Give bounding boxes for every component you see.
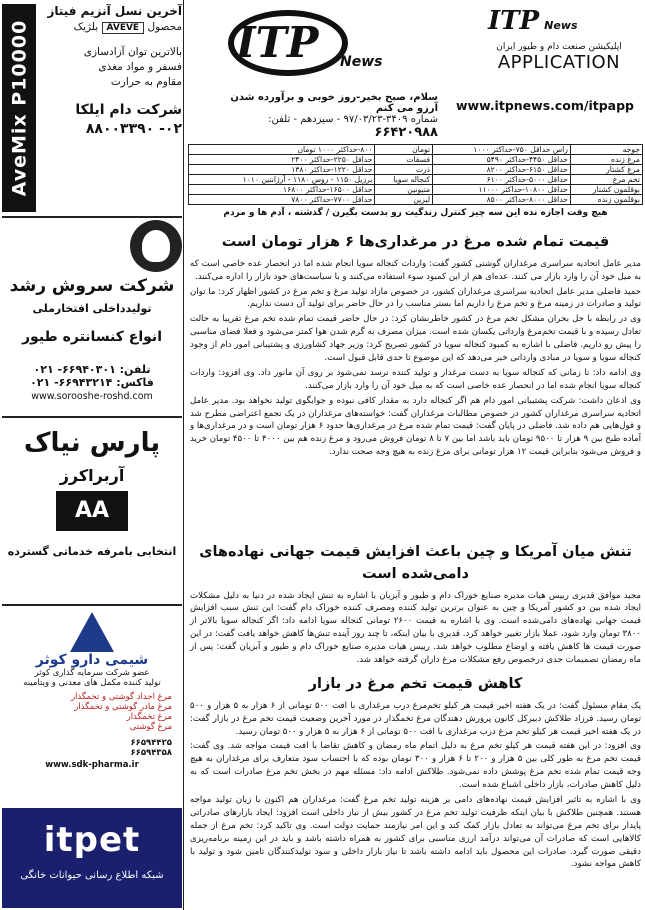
- price-cell: حداقل ۴۴۵۰-حداکثر ۵۴۹۰: [433, 155, 571, 165]
- sorush-products: انواع کنسانتره طیور: [22, 329, 162, 345]
- avemix-line-2: [40, 21, 182, 34]
- price-table: [188, 144, 643, 218]
- issue-phone: ۶۶۴۲۰۹۸۸: [374, 125, 438, 140]
- logo-itp-text: ITP: [236, 18, 319, 67]
- price-cell: حداقل ۱۶۵۰۰-حداکثر ۱۶۸۰۰: [189, 185, 375, 195]
- sdk-line-1: عضو شرکت سرمایه گذاری کوثر: [34, 668, 150, 678]
- sorush-tel: تلفن: ۶۶۹۴۰۳۰۱- ۰۲۱: [33, 363, 151, 376]
- sdk-title: شیمی دارو کوثر: [35, 652, 149, 668]
- sdk-ad[interactable]: [2, 604, 182, 804]
- masthead: [188, 0, 643, 144]
- avemix-vertical-banner: [2, 4, 36, 212]
- app-promo: [478, 42, 640, 73]
- price-row: [189, 165, 643, 175]
- sdk-line-5: مرغ تخمگذار: [126, 712, 172, 722]
- article-3-para: وی با اشاره به تاثیر افزایش قیمت نهاده‌های دامی بر هزینه تولید تخم مرغ گفت: مرغداران هم اکنون با زیان تولید مواجه هستند. همچنین طلاکش با بیان اینکه ظرفیت تولید تخم مرغ در کشور بیش از نیاز داخلی است افزود: ایجاد بازارهای صادراتی پایدار برای تخم مرغ می‌تواند به تعادل بازار کمک کند و این امر نیازمند حمایت دولت است. وی تاکید کرد: تخم مرغ از جمله کالاهایی است که صادرات آن می‌تواند درآمد ارزی مناسبی برای کشور به همراه داشته باشد و باید در این زمینه برنامه‌ریزی دقیقی صورت گیرد. صادرات این محصول باید ادامه داشته باشد تا نیاز بازار داخلی و سود تولیدکنندگان تامین شود و تولید با کاهش مواجه نشود.: [190, 794, 641, 870]
- article-3-para: یک مقام مسئول گفت: در یک هفته اخیر قیمت هر کیلو تخم‌مرغ درب مرغداری با افت ۵۰۰ تومانی از ۶ هزار به ۵ هزار و ۵۰۰ تومان رسید. فرزاد طلاکش دبیرکل کانون پرورش دهندگان مرغ تخمگذار در مورد آخرین وضعیت قیمت تخم مرغ در بازار گفت: در یک هفته اخیر قیمت هر کیلو تخم مرغ درب مرغداری با افت ۵۰۰ تومانی از ۶ هزار به ۵ هزار و ۵۰۰ تومان رسید.: [190, 700, 641, 737]
- greeting-text: سلام، صبح بخیر-روز خوبی و برآورده شدن آرزو می کنم: [230, 92, 438, 114]
- price-grid: [188, 144, 643, 205]
- price-row: [189, 185, 643, 195]
- sdk-line-4: مرغ مادر گوشتی و تخمگذار: [74, 702, 172, 712]
- app-tagline: اپلیکیشن صنعت دام و طیور ایران: [496, 42, 622, 52]
- avemix-line-5: فسفر و مواد مغذی: [98, 61, 182, 73]
- price-cell: حداقل ۶۱۵۰-حداکثر ۸۲۰۰: [433, 165, 571, 175]
- article-3-title: کاهش قیمت تخم مرغ در بازار: [308, 676, 523, 692]
- sorush-website-link[interactable]: www.sorooshe-roshd.com: [31, 391, 153, 402]
- avemix-line-1: آخرین نسل آنزیم فیتاز: [47, 4, 182, 18]
- price-row: [189, 145, 643, 155]
- price-cell: تومان: [375, 145, 433, 155]
- quote-line: هیچ وقت اجازه نده این سه چیز کنترل زندگیت رو بدست بگیرن / گذشته ، آدم ها و مردم: [223, 208, 608, 218]
- sdk-line-6: مرغ گوشتی: [129, 722, 172, 732]
- price-cell: بوقلمون کشتار: [570, 185, 642, 195]
- price-cell: حداقل ۷۷۰۰-حداکثر ۷۸۰۰: [189, 195, 375, 205]
- avemix-country: بلژیک: [73, 21, 99, 33]
- article-2: [190, 542, 641, 669]
- itp-small-logo: [488, 6, 638, 46]
- price-row: [189, 175, 643, 185]
- sorush-subtitle: تولیدداخلی افتخارملی: [32, 302, 152, 315]
- price-cell: متیونین: [375, 185, 433, 195]
- avemix-product-label: محصول: [147, 21, 182, 33]
- arbor-acres-logo: AA: [56, 491, 128, 531]
- itp-news-logo[interactable]: [228, 8, 388, 82]
- app-url-link[interactable]: www.itpnews.com/itpapp: [455, 98, 635, 113]
- article-1-para: حمید فاضلی مدیر عامل اتحادیه سراسری مرغداران کشور، در خصوص مازاد تولید مرغ و تخم مرغ در کشور اظهار کرد: ما توان تولید و صادرات در زمینه مرغ و تخم مرغ را داریم اما بستر مناسب را در حال حاضر برای تولید آن دست نداریم.: [190, 286, 641, 310]
- pars-niak-ad[interactable]: [2, 416, 182, 601]
- pars-niak-logo: پارس نیاک: [23, 428, 161, 458]
- sdk-line-3: مرغ اجداد گوشتی و تخمگذار: [70, 692, 172, 702]
- app-title: APPLICATION: [497, 52, 621, 73]
- price-cell: تخم مرغ: [570, 175, 642, 185]
- avemix-phone: ۰۲- ۸۸۰۰۳۳۹۰: [85, 121, 182, 137]
- price-cell: بوقلمون زنده: [570, 195, 642, 205]
- itpet-ad[interactable]: [2, 808, 182, 908]
- ads-column: [0, 0, 184, 910]
- article-2-para: مجید موافق قدیری رییس هیات مدیره صنایع خوراک دام و طیور و آبزیان با اشاره به تنش ایجاد شده در دنیا به دلیل مشکلات ایجاد شده بین دو کشور آمریکا و چین به عنوان برترین تولید کننده ومصرف کننده خوراک دام گفت: این تنش سبب افزایش قیمت جهانی نهاده‌های دامی‌شده است. وی با اشاره به قیمت ۲۶۰۰ تومانی کنجاله سویا ادامه داد: اگر کنجاله سویا بالاتر از ۳۸۰۰ تومان وارد شود، عملا بازار تغییر خواهد کرد. قدیری با بیان اینکه، تا چند روز آینده تنش‌ها کاهش خواهد یافت گفت: در این صورت قیمت ها کاهش یافته و اوضاع مطلوب خواهد شد. رییس هیات مدیره صنایع خوراک دام و طیور و آبزیان گفت: پس از ماه رمضان تصمیمات جدی درخصوص رفع مشکلات مرغ داران گرفته خواهد شد.: [190, 590, 642, 665]
- sorush-ad[interactable]: [2, 216, 182, 412]
- article-1: [190, 232, 641, 461]
- avemix-company: شرکت دام ایلکا: [75, 102, 182, 118]
- sdk-line-2: تولید کننده مکمل های معدنی و ویتامینه: [23, 678, 161, 688]
- issue-text: شماره ۳۴۰۹-۹۷/۰۳/۲۳ - سیزدهم - تلفن:: [268, 114, 438, 125]
- article-1-para: مدیر عامل اتحادیه سراسری مرغداران گوشتی کشور گفت: واردات کنجاله سویا انجام شده اما در انحصار عده خاصی است که به میل خود آن را وارد بازار می کنند. عده‌ای هم از این کمبود سوء استفاده می‌کنند و با سیاست‌های خود بازار را اداره می‌کنند.: [190, 258, 641, 282]
- logo-news-text: News: [340, 54, 383, 70]
- price-cell: کنجاله سویا: [375, 175, 433, 185]
- sdk-phone: ۶۶۵۹۴۴۲۵: [130, 738, 172, 748]
- pars-niak-tagline: انتخابی بامرفه خدماتی گسترده: [7, 545, 177, 558]
- price-cell: مرغ زنده: [570, 155, 642, 165]
- price-cell: ذرت: [375, 165, 433, 175]
- article-1-title: قیمت تمام شده مرغ در مرغداری‌ها ۶ هزار تومان است: [221, 234, 610, 250]
- article-2-title: تنش میان آمریکا و چین باعث افزایش قیمت جهانی نهاده‌های دامی‌شده است: [199, 544, 632, 582]
- price-row: [189, 195, 643, 205]
- avemix-ad[interactable]: [40, 4, 182, 212]
- sorush-title: شرکت سروش رشد: [9, 276, 175, 296]
- itpet-logo: itpet: [43, 820, 141, 860]
- price-cell: حداقل ۵۰۰۰-حداکثر ۶۱۰۰: [433, 175, 571, 185]
- price-cell: حداقل ۱۰۸۰۰-حداکثر ۱۱۰۰۰: [433, 185, 571, 195]
- pars-niak-subtitle: آربراکرز: [59, 466, 125, 485]
- price-cell: حداقل ۱۲۲۰-حداکثر ۱۳۸۰: [189, 165, 375, 175]
- price-cell: حداقل ۲۲۵۰-حداکثر ۲۴۰۰: [189, 155, 375, 165]
- small-logo-news: News: [544, 19, 578, 32]
- article-1-para: وی اذعان داشت: شرکت پشتیبانی امور دام هم اگر کنجاله دارد به مقدار کافی نبوده و جوابگوی تولید نخواهد بود. مدیر عامل اتحادیه سراسری مرغداران کشور در خصوص مطالبات مرغداران گفت: خواسته‌های مرغداران در یک تجمع اعتراضی مطرح شد و قول‌هایی هم داده شد. فاضلی در پایان گفت: قیمت تمام شده مرغ در مرغداری‌ها حدود ۶ هزار تومان است و در مرغداری‌ها و آماده طبخ بین ۹ هزار تا ۹۵۰۰ تومان باید باشد اما بین ۷ تا ۸ تومان فروش می‌رود و مرغ زنده هم بین ۴۰۰۰ تا ۴۵۰۰ تومان خرید و فروش می‌شود بنابراین قیمت ۱۲ هزار تومانی برای مرغ زنده به هیچ وجه صحت ندارد.: [190, 395, 642, 458]
- price-cell: برزیل ۱۱۵۰ - روس ۱۱۸۰ - آرژانتین ۱۰۱۰: [189, 175, 375, 185]
- price-cell: لیزین: [375, 195, 433, 205]
- article-3-para: وی افزود: در این هفته قیمت هر کیلو تخم مرغ به دلیل اتمام ماه رمضان و کاهش تقاضا با افت قیمت مواجه شد. وی گفت: قیمت تخم مرغ به طور کلی بین ۵ هزار و ۲۰۰ تا ۶ هزار و ۳۰۰ تومان بوده که با احتساب سود متعارف برای مرغداران به هیچ وجه قیمت تمام شده تخم مرغ پوشش داده نمی‌شود. طلاکش ادامه داد: مسئله مهم در بخش تخم مرغ صادرات است که به دلیل کاهش صادرات، بازار داخلی اشباع شده است.: [190, 741, 641, 791]
- article-1-para: وی در رابطه با حل بحران مشکل تخم مرغ در کشور خاطرنشان کرد: در حال حاضر قیمت تمام شده تخم مرغ تقریبا به حالت تعادل رسیده و با قیمت تخم‌مرغ وارداتی یکسان شده است. میزان مصرف به گرم شدن هوا کمتر می‌شود و فعلا فضای مناسبی را پیش رو داریم. فاضلی با اشاره به کمبود کنجاله سویا در کشور تصریح کرد: وزیر جهاد کشاورزی و پشتیبانی امور دام از وجود کنجاله سویا و سویا در مبادی وارداتی خبر می‌دهد که این موضوع تا حدی قابل قبول است.: [190, 314, 641, 363]
- bird-logo-icon: [130, 220, 182, 272]
- avemix-line-4: بالاترین توان آزادسازی: [83, 46, 182, 58]
- price-cell: حداقل ۸۰۰۰-حداکثر ۸۵۰۰: [433, 195, 571, 205]
- price-row: [189, 155, 643, 165]
- sdk-fax: ۶۶۵۹۴۳۵۸: [130, 748, 172, 758]
- sorush-fax: فاکس: ۶۶۹۴۳۲۱۴- ۰۲۱: [30, 376, 154, 389]
- avemix-vertical-text: AveMix P10000: [8, 19, 30, 197]
- small-logo-itp: ITP: [488, 6, 540, 36]
- avemix-line-6: مقاوم به حرارت: [110, 76, 182, 88]
- aveve-logo: AVEVE: [102, 22, 145, 34]
- price-cell: راس حداقل ۷۵۰-حداکثر ۱۰۰۰: [433, 145, 571, 155]
- article-1-para: وی ادامه داد: تا زمانی که کنجاله سویا به دست مرغدار و تولید کننده نرسد نمی‌شود بر روی آن مانور داد. وی افزود: واردات کنجاله سویا انجام شده اما در انحصار عده خاصی است که به میل خود آن را وارد بازار می‌کنند.: [190, 367, 641, 391]
- flask-logo-icon: [70, 612, 114, 652]
- price-cell: ۸۰۰-حداکثر ۱۰۰۰ تومان: [189, 145, 375, 155]
- itpet-subtitle: شبکه اطلاع رسانی حیوانات خانگی: [20, 870, 164, 881]
- issue-info: [228, 92, 438, 140]
- sdk-website-link[interactable]: www.sdk-pharma.ir: [45, 760, 139, 770]
- price-cell: مرغ کشتار: [570, 165, 642, 175]
- article-3: [190, 674, 641, 873]
- price-cell: فسفات: [375, 155, 433, 165]
- price-cell: جوجه: [570, 145, 642, 155]
